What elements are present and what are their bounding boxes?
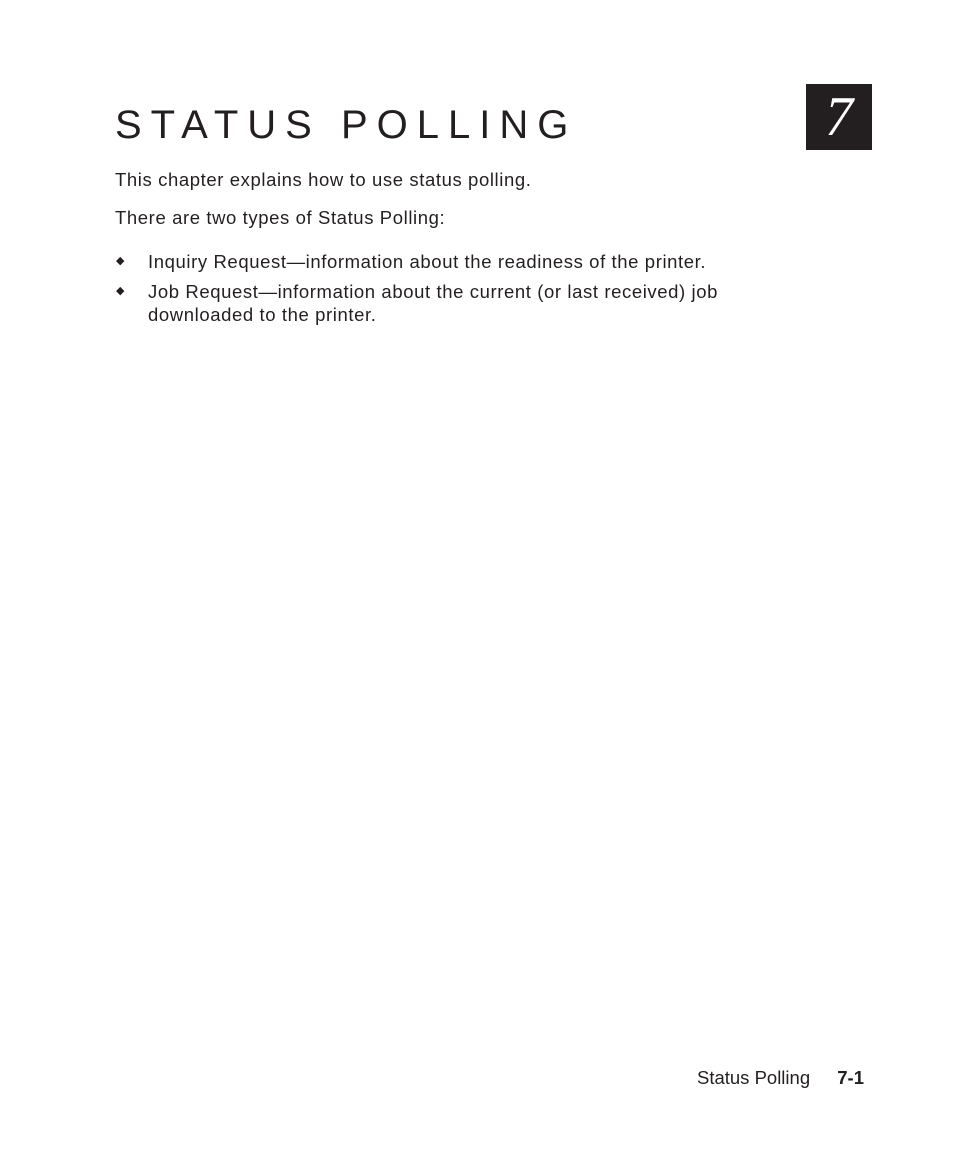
diamond-bullet-icon: ◆ [116, 285, 126, 297]
page-footer [697, 1066, 864, 1089]
list-item-inquiry-request [115, 250, 735, 273]
diamond-bullet-icon: ◆ [116, 255, 126, 267]
chapter-number-box: 7 [806, 84, 872, 150]
page-number: 7-1 [837, 1067, 864, 1088]
intro-paragraph: This chapter explains how to use status polling. [115, 169, 532, 190]
types-paragraph: There are two types of Status Polling: [115, 207, 446, 228]
list-item-text: Inquiry Request—information about the readiness of the printer. [148, 251, 707, 272]
footer-section-title: Status Polling [696, 1067, 811, 1088]
list-item-job-request [115, 280, 735, 326]
status-polling-types-list [115, 250, 735, 333]
chapter-title: STATUS POLLING [115, 103, 578, 147]
list-item-text: Job Request—information about the current (or last received) job downloaded to the printer. [148, 281, 719, 325]
